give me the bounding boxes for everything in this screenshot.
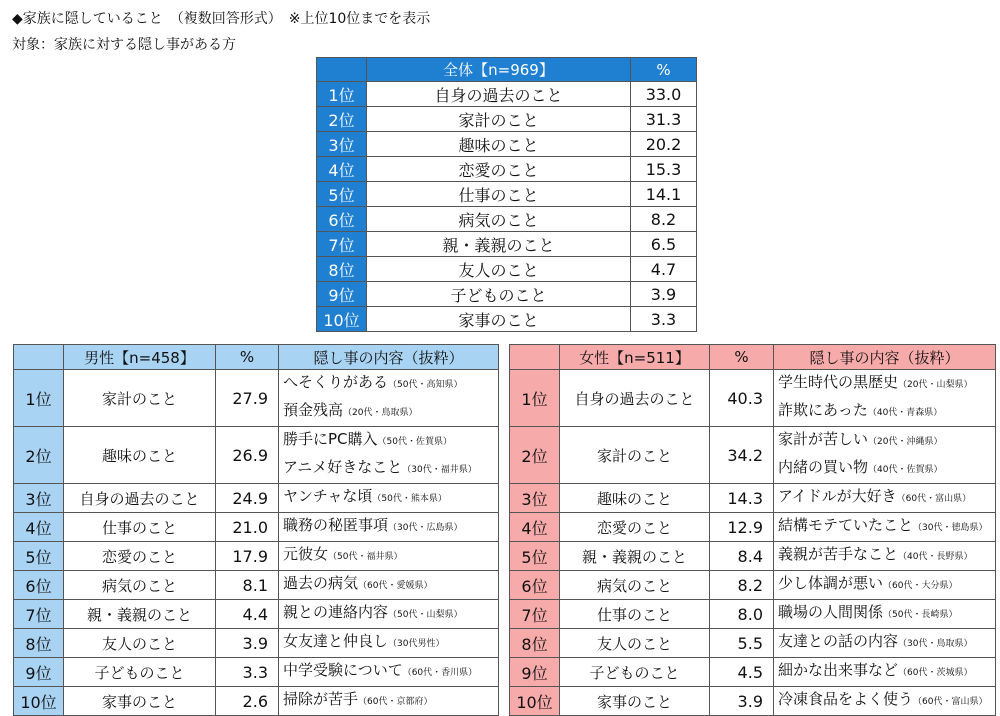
item-cell: 子どものこと — [64, 658, 216, 687]
item-cell: 自身の過去のこと — [560, 370, 710, 427]
pct-cell: 8.2 — [631, 207, 697, 232]
item-cell: 家計のこと — [64, 370, 216, 427]
pct-cell: 2.6 — [216, 687, 279, 716]
example-text: 家計が苦しい — [778, 430, 869, 448]
rank-cell: 5位 — [317, 182, 367, 207]
example-text: 掃除が苦手 — [283, 690, 359, 708]
table-row — [317, 257, 697, 282]
pct-cell: 14.1 — [631, 182, 697, 207]
pct-cell: 31.3 — [631, 107, 697, 132]
table-row — [317, 157, 697, 182]
pct-cell: 15.3 — [631, 157, 697, 182]
male-table-row — [14, 658, 499, 687]
male-pct-header: % — [216, 345, 279, 370]
item-cell: 病気のこと — [560, 571, 710, 600]
table-row — [317, 282, 697, 307]
example-line — [778, 571, 995, 599]
content-cell — [774, 542, 996, 571]
male-table-row — [14, 542, 499, 571]
rank-cell: 7位 — [14, 600, 64, 629]
example-line — [778, 687, 995, 715]
example-line — [283, 629, 498, 657]
item-cell: 親・義親のこと — [560, 542, 710, 571]
example-line — [283, 600, 498, 628]
example-text: 内緒の買い物 — [778, 458, 869, 476]
example-line — [283, 370, 498, 398]
rank-cell: 8位 — [317, 257, 367, 282]
pct-cell: 3.9 — [631, 282, 697, 307]
item-cell: 家計のこと — [367, 107, 631, 132]
example-note: （50代・山梨県） — [388, 610, 463, 620]
example-text: 中学受験について — [283, 661, 403, 679]
example-note: （40代・長野県） — [898, 552, 973, 562]
pct-cell: 5.5 — [710, 629, 774, 658]
table-row — [317, 182, 697, 207]
pct-cell: 3.3 — [631, 307, 697, 332]
female-table-row — [510, 571, 996, 600]
example-note: （50代・佐賀県） — [377, 437, 452, 447]
example-note: （60代・京都府） — [358, 697, 433, 707]
item-cell: 仕事のこと — [64, 513, 216, 542]
female-table-row — [510, 484, 996, 513]
female-table-row — [510, 370, 996, 427]
pct-cell: 14.3 — [710, 484, 774, 513]
example-text: 親との連絡内容 — [283, 603, 389, 621]
female-ranking-table — [509, 344, 996, 716]
female-table-row — [510, 600, 996, 629]
content-cell — [774, 687, 996, 716]
table-row — [317, 232, 697, 257]
female-table-body — [510, 370, 996, 716]
example-note: （30代・徳島県） — [913, 523, 988, 533]
rank-cell: 4位 — [14, 513, 64, 542]
rank-cell: 6位 — [510, 571, 560, 600]
rank-cell: 1位 — [317, 82, 367, 107]
item-cell: 仕事のこと — [367, 182, 631, 207]
pct-cell: 12.9 — [710, 513, 774, 542]
rank-cell: 5位 — [14, 542, 64, 571]
item-cell: 家計のこと — [560, 427, 710, 484]
example-line — [283, 398, 498, 426]
overall-table-body — [317, 82, 697, 332]
pct-cell: 24.9 — [216, 484, 279, 513]
pct-cell: 8.2 — [710, 571, 774, 600]
rank-cell: 3位 — [317, 132, 367, 157]
content-cell — [774, 513, 996, 542]
item-cell: 自身の過去のこと — [367, 82, 631, 107]
rank-cell: 1位 — [14, 370, 64, 427]
pct-cell: 8.4 — [710, 542, 774, 571]
female-table-row — [510, 658, 996, 687]
male-header: 男性【n=458】 — [64, 345, 216, 370]
content-cell — [279, 513, 499, 542]
content-cell — [279, 687, 499, 716]
rank-cell: 5位 — [510, 542, 560, 571]
example-line — [778, 455, 995, 483]
item-cell: 親・義親のこと — [64, 600, 216, 629]
item-cell: 家事のこと — [560, 687, 710, 716]
pct-cell: 3.9 — [710, 687, 774, 716]
male-table-row — [14, 629, 499, 658]
example-line — [778, 600, 995, 628]
rank-cell: 10位 — [14, 687, 64, 716]
pct-cell: 3.9 — [216, 629, 279, 658]
content-cell — [279, 484, 499, 513]
example-note: （60代・茨城県） — [898, 668, 973, 678]
item-cell: 親・義親のこと — [367, 232, 631, 257]
example-text: 勝手にPC購入 — [283, 430, 378, 448]
content-cell — [774, 484, 996, 513]
pct-cell: 4.5 — [710, 658, 774, 687]
female-table-row — [510, 687, 996, 716]
rank-cell: 6位 — [14, 571, 64, 600]
rank-cell: 3位 — [510, 484, 560, 513]
example-note: （60代・富山県） — [896, 494, 972, 504]
example-line — [283, 571, 498, 599]
female-table-row — [510, 629, 996, 658]
page-subtitle: 対象：家族に対する隠し事がある方 — [12, 37, 236, 53]
pct-cell: 27.9 — [216, 370, 279, 427]
male-ranking-table — [13, 344, 499, 716]
pct-cell: 17.9 — [216, 542, 279, 571]
example-text: 結構モテていたこと — [778, 516, 914, 534]
female-table-row — [510, 513, 996, 542]
example-line — [778, 658, 995, 686]
male-table-row — [14, 687, 499, 716]
item-cell: 趣味のこと — [560, 484, 710, 513]
example-text: 元彼女 — [283, 545, 329, 563]
item-cell: 恋愛のこと — [560, 513, 710, 542]
male-table-row — [14, 600, 499, 629]
rank-cell: 9位 — [14, 658, 64, 687]
example-note: （30代・鳥取県） — [898, 639, 973, 649]
male-rank-header-cell — [14, 345, 64, 370]
table-row — [317, 82, 697, 107]
rank-cell: 10位 — [317, 307, 367, 332]
rank-cell: 2位 — [510, 427, 560, 484]
content-cell — [774, 600, 996, 629]
example-line — [778, 513, 995, 541]
rank-header-cell — [317, 58, 367, 82]
example-line — [778, 398, 995, 426]
example-line — [778, 629, 995, 657]
pct-cell: 4.7 — [631, 257, 697, 282]
pct-cell: 34.2 — [710, 427, 774, 484]
item-cell: 病気のこと — [64, 571, 216, 600]
rank-cell: 8位 — [14, 629, 64, 658]
pct-cell: 6.5 — [631, 232, 697, 257]
rank-cell: 7位 — [510, 600, 560, 629]
female-header: 女性【n=511】 — [560, 345, 710, 370]
overall-header: 全体【n=969】 — [367, 58, 631, 82]
content-cell — [279, 571, 499, 600]
example-line — [778, 542, 995, 570]
example-text: 学生時代の黒歴史 — [778, 373, 899, 391]
example-line — [283, 427, 498, 455]
table-row — [317, 132, 697, 157]
pct-cell: 3.3 — [216, 658, 279, 687]
female-table-row — [510, 427, 996, 484]
item-cell: 子どものこと — [560, 658, 710, 687]
rank-cell: 10位 — [510, 687, 560, 716]
example-text: 友達との話の内容 — [778, 632, 899, 650]
item-cell: 友人のこと — [560, 629, 710, 658]
example-text: へそくりがある — [283, 373, 389, 391]
content-cell — [279, 370, 499, 427]
example-note: （30代・福井県） — [402, 465, 477, 475]
table-row — [317, 107, 697, 132]
page-title: ◆家族に隠していること （複数回答形式） ※上位10位までを表示 — [12, 11, 431, 27]
female-rank-header-cell — [510, 345, 560, 370]
example-text: アイドルが大好き — [778, 487, 897, 505]
rank-cell: 2位 — [14, 427, 64, 484]
rank-cell: 2位 — [317, 107, 367, 132]
table-row — [317, 307, 697, 332]
female-pct-header: % — [710, 345, 774, 370]
pct-cell: 4.4 — [216, 600, 279, 629]
rank-cell: 1位 — [510, 370, 560, 427]
content-cell — [774, 571, 996, 600]
example-line — [778, 484, 995, 512]
example-line — [283, 658, 498, 686]
example-note: （60代・富山県） — [913, 697, 988, 707]
example-text: 過去の病気 — [283, 574, 359, 592]
example-note: （50代・高知県） — [388, 380, 463, 390]
rank-cell: 9位 — [510, 658, 560, 687]
rank-cell: 6位 — [317, 207, 367, 232]
example-text: 細かな出来事など — [778, 661, 899, 679]
example-text: ヤンチャな頃 — [283, 487, 373, 505]
example-line — [283, 484, 498, 512]
male-table-body — [14, 370, 499, 716]
example-text: アニメ好きなこと — [283, 458, 403, 476]
example-note: （60代・大分県） — [883, 581, 958, 591]
example-line — [778, 427, 995, 455]
item-cell: 家事のこと — [367, 307, 631, 332]
example-note: （40代・佐賀県） — [868, 465, 943, 475]
example-text: 義親が苦手なこと — [778, 545, 899, 563]
male-table-row — [14, 427, 499, 484]
male-table-row — [14, 571, 499, 600]
item-cell: 仕事のこと — [560, 600, 710, 629]
female-content-header: 隠し事の内容（抜粋） — [774, 345, 996, 370]
example-text: 職務の秘匿事項 — [283, 516, 389, 534]
content-cell — [279, 600, 499, 629]
rank-cell: 4位 — [317, 157, 367, 182]
item-cell: 恋愛のこと — [367, 157, 631, 182]
content-cell — [279, 629, 499, 658]
content-cell — [774, 658, 996, 687]
male-table-row — [14, 513, 499, 542]
example-line — [283, 455, 498, 483]
content-cell — [279, 658, 499, 687]
example-note: （20代・鳥取県） — [343, 408, 418, 418]
female-table-row — [510, 542, 996, 571]
example-note: （30代・広島県） — [388, 523, 463, 533]
item-cell: 友人のこと — [64, 629, 216, 658]
example-note: （60代・香川県） — [402, 668, 478, 678]
content-cell — [279, 427, 499, 484]
item-cell: 子どものこと — [367, 282, 631, 307]
example-line — [283, 542, 498, 570]
item-cell: 家事のこと — [64, 687, 216, 716]
example-text: 詐欺にあった — [778, 401, 868, 419]
content-cell — [279, 542, 499, 571]
item-cell: 自身の過去のこと — [64, 484, 216, 513]
example-note: （20代・山梨県） — [898, 380, 973, 390]
pct-cell: 26.9 — [216, 427, 279, 484]
example-note: （50代・福井県） — [328, 552, 403, 562]
rank-cell: 8位 — [510, 629, 560, 658]
overall-ranking-table — [316, 57, 697, 332]
male-content-header: 隠し事の内容（抜粋） — [279, 345, 499, 370]
example-note: （50代・熊本県） — [372, 494, 447, 504]
example-line — [778, 370, 995, 398]
pct-cell: 20.2 — [631, 132, 697, 157]
item-cell: 趣味のこと — [64, 427, 216, 484]
pct-cell: 8.0 — [710, 600, 774, 629]
pct-cell: 40.3 — [710, 370, 774, 427]
table-row — [317, 207, 697, 232]
rank-cell: 4位 — [510, 513, 560, 542]
example-note: （20代・沖縄県） — [868, 437, 943, 447]
item-cell: 恋愛のこと — [64, 542, 216, 571]
item-cell: 趣味のこと — [367, 132, 631, 157]
male-table-row — [14, 484, 499, 513]
content-cell — [774, 427, 996, 484]
example-line — [283, 687, 498, 715]
example-text: 職場の人間関係 — [778, 603, 884, 621]
content-cell — [774, 629, 996, 658]
item-cell: 病気のこと — [367, 207, 631, 232]
example-line — [283, 513, 498, 541]
example-note: （60代・愛媛県） — [358, 581, 433, 591]
example-note: （50代・長崎県） — [883, 610, 958, 620]
example-note: （40代・青森県） — [867, 408, 943, 418]
example-text: 預金残高 — [283, 401, 344, 419]
pct-cell: 33.0 — [631, 82, 697, 107]
example-note: （30代男性） — [388, 639, 445, 649]
overall-pct-header: % — [631, 58, 697, 82]
rank-cell: 3位 — [14, 484, 64, 513]
example-text: 少し体調が悪い — [778, 574, 884, 592]
pct-cell: 8.1 — [216, 571, 279, 600]
pct-cell: 21.0 — [216, 513, 279, 542]
item-cell: 友人のこと — [367, 257, 631, 282]
example-text: 冷凍食品をよく使う — [778, 690, 914, 708]
rank-cell: 9位 — [317, 282, 367, 307]
content-cell — [774, 370, 996, 427]
rank-cell: 7位 — [317, 232, 367, 257]
example-text: 女友達と仲良し — [283, 632, 389, 650]
male-table-row — [14, 370, 499, 427]
